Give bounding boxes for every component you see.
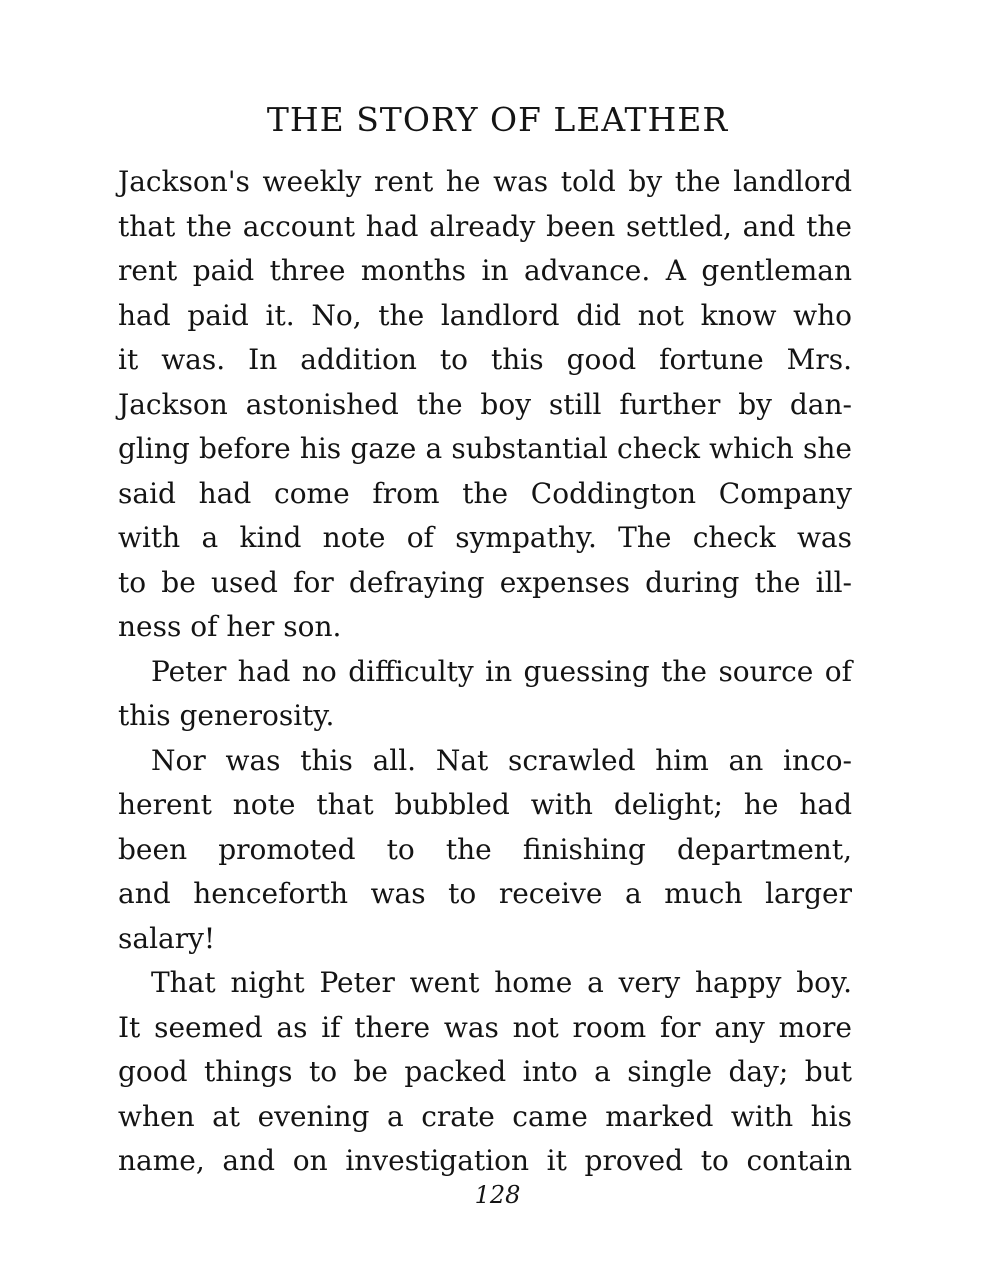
text-line: it was. In addition to this good fortune Mrs. (118, 343, 852, 376)
text-line: name, and on investigation it proved to contain (118, 1144, 852, 1177)
text-line: had paid it. No, the landlord did not know who (118, 298, 852, 332)
page-number: 128 (474, 1181, 521, 1209)
running-title: THE STORY OF LEATHER (266, 100, 729, 139)
text-line: Jackson astonished the boy still further by dan- (118, 387, 852, 421)
text-line: this generosity. (118, 699, 335, 732)
text-line: rent paid three months in advance. A gentleman (118, 254, 852, 287)
text-line: salary! (118, 921, 216, 955)
paragraph-first-line: That night Peter went home a very happy boy. (151, 966, 852, 999)
text-line: said had come from the Coddington Company (118, 476, 852, 510)
body-text (118, 160, 852, 1184)
paragraph-first-line: Peter had no difficulty in guessing the source of (151, 654, 852, 688)
text-line: gling before his gaze a substantial check which she (118, 432, 852, 465)
text-line: and henceforth was to receive a much larger (118, 877, 852, 910)
text-line: ness of her son. (118, 610, 342, 643)
text-line: It seemed as if there was not room for any more (118, 1010, 852, 1044)
text-line: to be used for defraying expenses during the ill- (118, 565, 852, 599)
text-line: good things to be packed into a single day; but (118, 1055, 852, 1088)
paragraph-first-line: Nor was this all. Nat scrawled him an inco- (151, 743, 852, 777)
text-line: with a kind note of sympathy. The check was (118, 521, 852, 554)
text-line: herent note that bubbled with delight; he had (118, 788, 852, 821)
text-line: that the account had already been settled, and the (118, 209, 852, 243)
text-line: Jackson's weekly rent he was told by the landlord (118, 165, 852, 198)
text-line: when at evening a crate came marked with his (118, 1099, 852, 1133)
text-line: been promoted to the finishing department, (118, 832, 852, 866)
